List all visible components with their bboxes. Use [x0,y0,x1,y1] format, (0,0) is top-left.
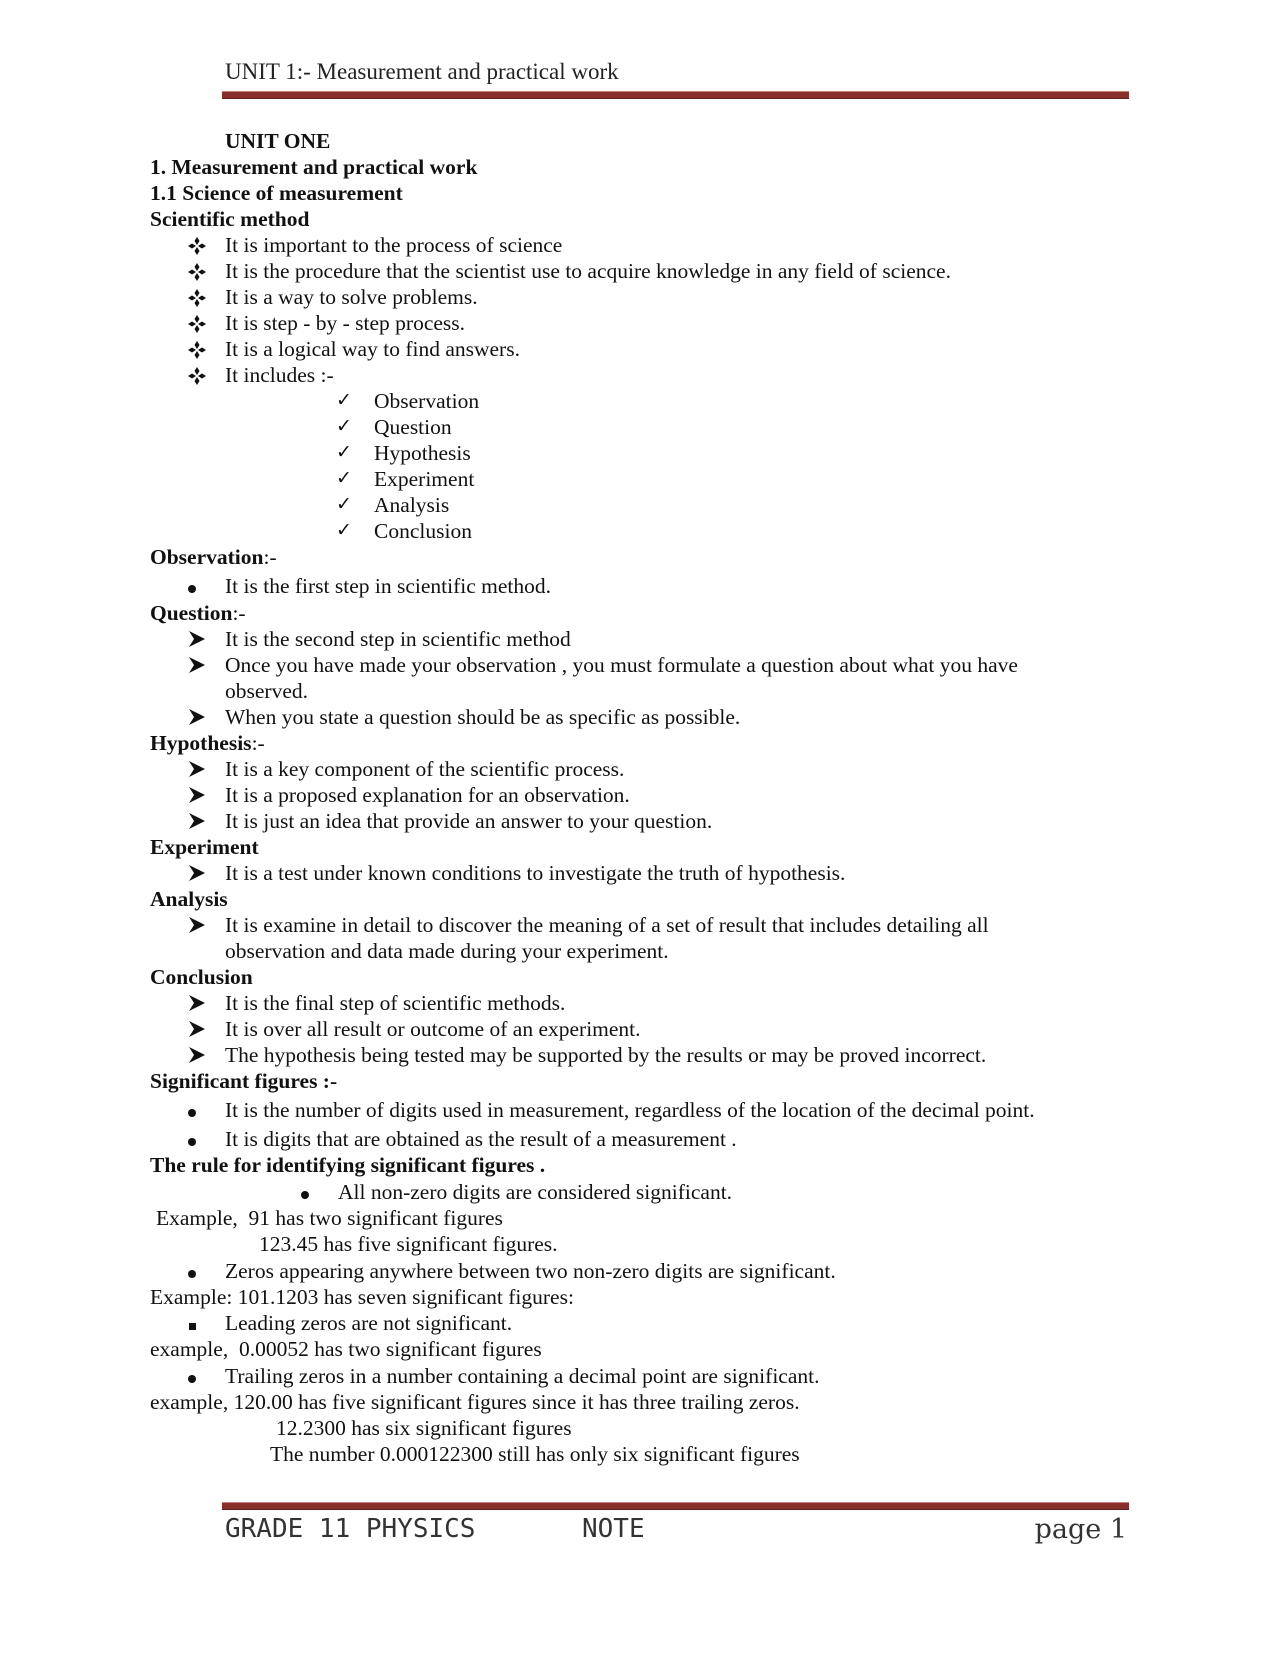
square-bullet-icon [189,1323,196,1330]
arrow-bullet-icon [189,865,205,881]
diamond-bullet-icon [188,315,206,333]
list-item-continuation: observed. [225,679,308,703]
diamond-bullet-icon [188,263,206,281]
arrow-bullet-icon [189,631,205,647]
unit-heading: UNIT ONE [225,129,331,153]
list-item: It is the first step in scientific method. [225,574,552,598]
footer-note: NOTE [582,1514,645,1544]
list-item-continuation: observation and data made during your experiment. [225,939,669,963]
step-item: Analysis [374,493,450,517]
checkmark-icon: ✓ [336,468,352,489]
step-item: Conclusion [374,519,472,543]
step-item: Hypothesis [374,441,471,465]
bullet-dot-icon [188,585,196,593]
header-title: UNIT 1:- Measurement and practical work [225,59,619,84]
example-text: The number 0.000122300 still has only six significant figures [270,1442,800,1466]
hypothesis-heading: Hypothesis:- [150,731,265,755]
list-item: It is step - by - step process. [225,311,466,335]
analysis-heading: Analysis [150,887,228,911]
footer-page-number: page 1 [1034,1514,1127,1545]
list-item: It includes :- [225,363,334,387]
arrow-bullet-icon [189,1021,205,1037]
example-text: Example, 91 has two significant figures [156,1206,503,1230]
diamond-bullet-icon [188,237,206,255]
experiment-heading: Experiment [150,835,259,859]
arrow-bullet-icon [189,995,205,1011]
chapter-heading: 1. Measurement and practical work [150,155,478,179]
list-item: It is over all result or outcome of an experiment. [225,1017,641,1041]
example-text: example, 120.00 has five significant figures since it has three trailing zeros. [150,1390,800,1414]
step-item: Observation [374,389,480,413]
bullet-dot-icon [188,1270,196,1278]
step-item: Question [374,415,452,439]
list-item: It is digits that are obtained as the result of a measurement . [225,1127,737,1151]
bullet-dot-icon [188,1375,196,1383]
rule-item: Zeros appearing anywhere between two non-zero digits are significant. [225,1259,836,1283]
example-text: Example: 101.1203 has seven significant figures: [150,1285,574,1309]
list-item: When you state a question should be as specific as possible. [225,705,741,729]
footer-grade: GRADE 11 PHYSICS [225,1514,476,1544]
list-item: Once you have made your observation , you must formulate a question about what you have [225,653,1018,677]
question-heading: Question:- [150,601,246,625]
checkmark-icon: ✓ [336,442,352,463]
checkmark-icon: ✓ [336,416,352,437]
rule-item: Leading zeros are not significant. [225,1311,513,1335]
checkmark-icon: ✓ [336,520,352,541]
diamond-bullet-icon [188,289,206,307]
example-text: example, 0.00052 has two significant figures [150,1337,542,1361]
arrow-bullet-icon [189,787,205,803]
arrow-bullet-icon [189,657,205,673]
example-text: 123.45 has five significant figures. [259,1232,558,1256]
list-item: The hypothesis being tested may be supported by the results or may be proved incorrect. [225,1043,987,1067]
arrow-bullet-icon [189,709,205,725]
rules-heading: The rule for identifying significant figures . [150,1153,546,1177]
bullet-dot-icon [188,1138,196,1146]
arrow-bullet-icon [189,1047,205,1063]
step-item: Experiment [374,467,475,491]
list-item: It is a way to solve problems. [225,285,478,309]
diamond-bullet-icon [188,367,206,385]
section-heading: 1.1 Science of measurement [150,181,403,205]
list-item: It is the procedure that the scientist use to acquire knowledge in any field of science. [225,259,951,283]
arrow-bullet-icon [189,917,205,933]
bullet-dot-icon [301,1191,309,1199]
list-item: It is the second step in scientific method [225,627,571,651]
header-rule [222,91,1129,99]
checkmark-icon: ✓ [336,390,352,411]
list-item: It is examine in detail to discover the meaning of a set of result that includes detailing all [225,913,989,937]
footer-rule [222,1502,1129,1510]
example-text: 12.2300 has six significant figures [276,1416,572,1440]
list-item: It is a logical way to find answers. [225,337,520,361]
significant-figures-heading: Significant figures :- [150,1069,338,1093]
conclusion-heading: Conclusion [150,965,253,989]
list-item: It is a key component of the scientific process. [225,757,625,781]
list-item: It is a test under known conditions to investigate the truth of hypothesis. [225,861,846,885]
list-item: It is a proposed explanation for an observation. [225,783,630,807]
rule-item: All non-zero digits are considered significant. [338,1180,733,1204]
list-item: It is the number of digits used in measurement, regardless of the location of the decimal point. [225,1098,1035,1122]
observation-heading: Observation:- [150,545,277,569]
rule-item: Trailing zeros in a number containing a decimal point are significant. [225,1364,820,1388]
list-item: It is the final step of scientific methods. [225,991,566,1015]
arrow-bullet-icon [189,761,205,777]
bullet-dot-icon [188,1109,196,1117]
list-item: It is just an idea that provide an answer to your question. [225,809,713,833]
list-item: It is important to the process of science [225,233,563,257]
scientific-method-heading: Scientific method [150,207,310,231]
checkmark-icon: ✓ [336,494,352,515]
arrow-bullet-icon [189,813,205,829]
footer [225,1514,1127,1550]
diamond-bullet-icon [188,341,206,359]
